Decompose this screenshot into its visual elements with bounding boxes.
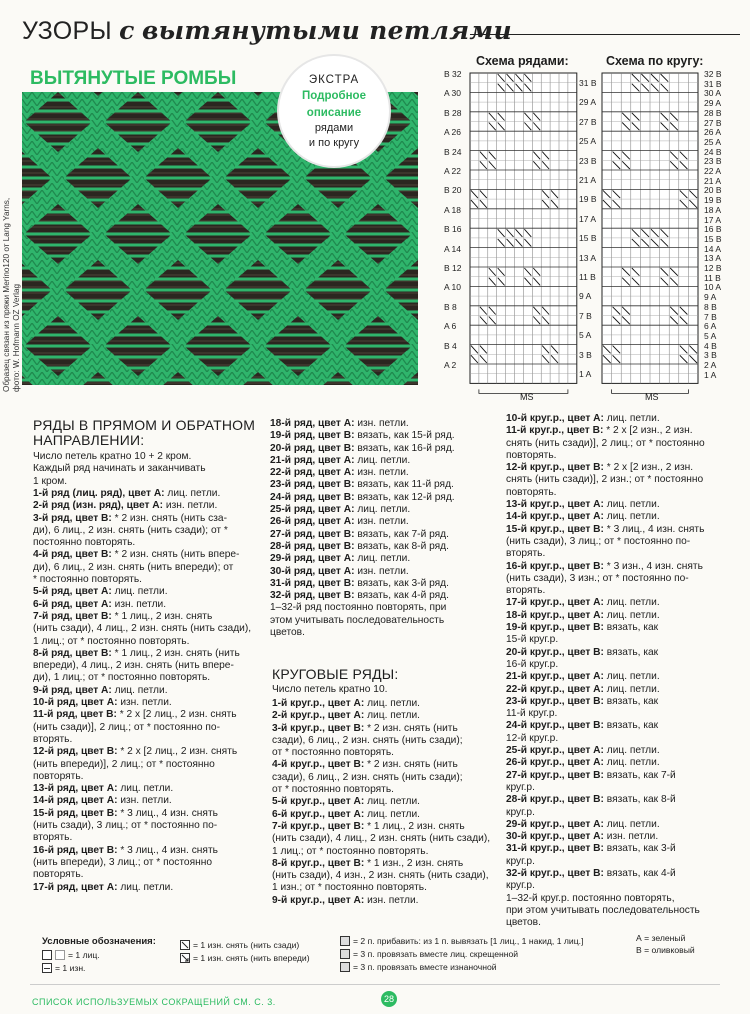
- round-instructions-col2: [272, 698, 500, 907]
- legend-title: Условные обозначения:: [42, 936, 156, 947]
- photo-credit: Образец связан из пряжи Merino120 от Lang Yarns, фото: W. Hofmann OZ Verlag: [2, 197, 21, 392]
- instruction-line: от * постоянно повторять.: [272, 784, 394, 796]
- legend-color-a: А = зеленый: [636, 933, 686, 943]
- instruction-line: 26-й ряд, цвет А: изн. петли.: [270, 516, 409, 528]
- instruction-line: 8-й круг.р., цвет В: * 1 изн., 2 изн. снять: [272, 857, 464, 869]
- round-chart-right-label: 8 B: [704, 301, 717, 312]
- instruction-line: цветов.: [270, 627, 305, 639]
- legend-slip-front: = 1 изн. снять (нить впереди): [180, 953, 310, 964]
- round-chart-right-label: 23 B: [704, 156, 722, 167]
- instruction-line: 6-й ряд, цвет А: изн. петли.: [33, 598, 167, 610]
- rows-chart-right-label: 1 A: [579, 369, 592, 379]
- rows-chart-right-label: 3 B: [579, 349, 592, 360]
- rows-intro: Число петель кратно 10 + 2 кром. Каждый ряд начинать и заканчивать 1 кром.: [33, 451, 206, 487]
- instruction-line: 1–32-й круг.р. постоянно повторять,: [506, 892, 675, 904]
- round-heading: КРУГОВЫЕ РЯДЫ:: [272, 666, 399, 682]
- instruction-line: 2-й круг.р., цвет А: лиц. петли.: [272, 710, 420, 722]
- round-chart-right-label: 9 A: [704, 292, 717, 303]
- instruction-line: ди), 6 лиц., 2 изн. снять (нить впереди); от: [33, 561, 234, 573]
- round-chart-right-label: 17 A: [704, 214, 722, 225]
- dec-crossed-symbol: [340, 949, 350, 959]
- instruction-line: 29-й круг.р., цвет А: лиц. петли.: [506, 818, 660, 830]
- instruction-line: 9-й ряд, цвет А: лиц. петли.: [33, 684, 168, 696]
- instruction-line: 1–32-й ряд постоянно повторять, при: [270, 602, 447, 614]
- knit-symbol: [42, 950, 52, 960]
- instruction-line: 20-й круг.р., цвет В: вязать, как: [506, 646, 659, 658]
- rows-chart-left-label: B 20: [444, 185, 462, 196]
- round-chart-right-label: 32 B: [704, 69, 722, 79]
- instruction-line: 25-й ряд, цвет А: лиц. петли.: [270, 504, 411, 516]
- slip-front-symbol: [180, 953, 190, 963]
- instruction-line: (нить сзади), 4 лиц., 2 изн. снять (нить сзади),: [272, 833, 491, 845]
- instruction-line: 2-й ряд (изн. ряд), цвет А: изн. петли.: [33, 500, 218, 512]
- legend-dec-crossed: = 3 п. провязать вместе лиц. скрещенной: [340, 949, 518, 960]
- instruction-line: 16-й круг.р.: [506, 658, 559, 670]
- round-chart-ms-label: MS: [645, 392, 659, 402]
- footer-divider: [30, 984, 720, 985]
- instruction-line: 17-й ряд, цвет А: лиц. петли.: [33, 881, 174, 893]
- rows-chart-left-label: B 12: [444, 263, 462, 273]
- instruction-line: повторять.: [33, 770, 84, 782]
- rows-chart-left-label: A 18: [444, 204, 462, 215]
- round-chart-right-label: 13 A: [704, 253, 722, 264]
- rows-chart-right-label: 11 B: [579, 272, 596, 282]
- instruction-line: 16-й круг.р., цвет В: * 3 изн., 4 изн. снять: [506, 560, 703, 572]
- rows-chart-left-label: A 30: [444, 88, 462, 99]
- rows-chart-left-label: A 6: [444, 321, 457, 332]
- instruction-line: 30-й круг.р., цвет А: изн. петли.: [506, 831, 659, 843]
- round-chart-right-label: 7 B: [704, 311, 717, 322]
- rows-chart-right-label: 15 B: [579, 233, 597, 244]
- instruction-line: 1-й ряд (лиц. ряд), цвет А: лиц. петли.: [33, 488, 221, 499]
- round-chart-right-label: 26 A: [704, 127, 722, 138]
- instruction-line: 1-й круг.р., цвет А: лиц. петли.: [272, 698, 420, 709]
- instruction-line: 5-й ряд, цвет А: лиц. петли.: [33, 586, 168, 598]
- rows-chart-right-label: 9 A: [579, 291, 592, 302]
- rows-instructions-col2: [270, 418, 498, 639]
- dec-purl-symbol: [340, 962, 350, 972]
- badge-detail-1: Подробное: [302, 90, 366, 102]
- instruction-line: (нить впереди)], 2 лиц.; от * постоянно: [33, 758, 215, 770]
- instruction-line: 31-й ряд, цвет В: вязать, как 3-й ряд.: [270, 577, 449, 589]
- instruction-line: цветов.: [506, 917, 541, 929]
- rows-chart-right-label: 29 A: [579, 97, 597, 108]
- rows-chart-right-label: 23 B: [579, 155, 597, 166]
- legend-purl: = 1 изн.: [42, 963, 85, 974]
- round-chart-right-label: 27 B: [704, 117, 722, 128]
- instruction-line: 1 изн.; от * постоянно повторять.: [272, 882, 427, 894]
- round-chart-right-label: 22 A: [704, 166, 722, 176]
- instruction-line: ди), 1 лиц.; от * постоянно повторять.: [33, 672, 211, 684]
- rows-chart-left-label: A 2: [444, 360, 457, 370]
- instruction-line: 18-й ряд, цвет А: изн. петли.: [270, 418, 409, 429]
- badge-rows: рядами: [314, 122, 354, 134]
- instruction-line: 29-й ряд, цвет А: лиц. петли.: [270, 553, 411, 565]
- badge-extra: ЭКСТРА: [308, 74, 360, 86]
- instruction-line: вторять.: [506, 585, 546, 597]
- instruction-line: 15-й круг.р.: [506, 634, 559, 646]
- instruction-line: 14-й круг.р., цвет А: лиц. петли.: [506, 511, 660, 523]
- instruction-line: 24-й круг.р., цвет В: вязать, как: [506, 720, 659, 732]
- instruction-line: этом учитывать последовательность: [270, 614, 445, 626]
- legend-slip-back: = 1 изн. снять (нить сзади): [180, 940, 299, 951]
- round-chart-title: Схема по кругу:: [606, 54, 704, 68]
- legend-knit: = 1 лиц.: [42, 950, 100, 961]
- title-connector: с: [119, 16, 135, 45]
- round-chart-right-label: 5 A: [704, 330, 717, 341]
- instruction-line: (нить сзади), 3 лиц.; от * постоянно по-: [506, 535, 691, 547]
- instruction-line: 11-й круг.р.: [506, 708, 558, 720]
- instruction-line: сзади), 6 лиц., 2 изн. снять (нить сзади);: [272, 734, 463, 746]
- rows-chart-left-label: B 16: [444, 224, 462, 235]
- round-chart-right-label: 18 A: [704, 204, 722, 215]
- round-chart-right-label: 29 A: [704, 98, 722, 109]
- instruction-line: 19-й ряд, цвет В: вязать, как 15-й ряд.: [270, 430, 455, 442]
- instruction-line: 12-й круг.р.: [506, 732, 559, 744]
- instruction-line: 1 лиц.; от * постоянно повторять.: [33, 635, 190, 647]
- purl-symbol: [42, 963, 52, 973]
- instruction-line: повторять.: [33, 869, 84, 881]
- instruction-line: 16-й ряд, цвет В: * 3 лиц., 4 изн. снять: [33, 844, 218, 856]
- rows-chart-ms-label: MS: [520, 392, 534, 402]
- instruction-line: повторять.: [506, 449, 557, 461]
- instruction-line: 1 лиц.; от * постоянно повторять.: [272, 845, 429, 857]
- instruction-line: (нить сзади), 4 лиц., 2 изн. снять (нить сзади),: [33, 623, 252, 635]
- increase-symbol: [340, 936, 350, 946]
- page-title: [22, 16, 512, 46]
- rows-heading: РЯДЫ В ПРЯМОМ И ОБРАТНОМ НАПРАВЛЕНИИ:: [33, 417, 256, 448]
- instruction-line: 13-й ряд, цвет А: лиц. петли.: [33, 783, 174, 795]
- instruction-line: 22-й ряд, цвет А: изн. петли.: [270, 467, 409, 479]
- slip-back-symbol: [180, 940, 190, 950]
- round-chart-right-label: 20 B: [704, 185, 722, 196]
- rows-chart-left-label: B 24: [444, 146, 462, 157]
- instruction-line: 27-й ряд, цвет В: вязать, как 7-й ряд.: [270, 528, 449, 540]
- rows-chart-left-label: B 28: [444, 107, 462, 118]
- round-chart-right-label: 31 B: [704, 78, 722, 89]
- rows-chart-left-label: B 32: [444, 69, 462, 79]
- instruction-line: 21-й круг.р., цвет А: лиц. петли.: [506, 671, 660, 683]
- instruction-line: 12-й круг.р., цвет В: * 2 x [2 изн., 2 изн.: [506, 462, 694, 474]
- round-chart-right-label: 16 B: [704, 224, 722, 235]
- round-chart-right-label: 3 B: [704, 350, 717, 361]
- instruction-line: 25-й круг.р., цвет А: лиц. петли.: [506, 745, 660, 757]
- round-chart-right-label: 28 B: [704, 107, 722, 118]
- legend-dec-purl: = 3 п. провязать вместе изнаночной: [340, 962, 497, 973]
- instruction-line: 8-й ряд, цвет В: * 1 лиц., 2 изн. снять (нить: [33, 647, 240, 659]
- instruction-line: 23-й круг.р., цвет В: вязать, как: [506, 695, 659, 707]
- round-chart-right-label: 12 B: [704, 263, 722, 273]
- instruction-line: 15-й круг.р., цвет В: * 3 лиц., 4 изн. снять: [506, 523, 705, 535]
- rows-chart-right-label: 31 B: [579, 78, 597, 88]
- instruction-line: 10-й круг.р., цвет А: лиц. петли.: [506, 413, 660, 424]
- instruction-line: 19-й круг.р., цвет В: вязать, как: [506, 622, 659, 634]
- rows-chart-left-label: A 22: [444, 166, 462, 176]
- instruction-line: постоянно повторять.: [33, 537, 136, 549]
- instruction-line: (нить сзади), 3 изн.; от * постоянно по-: [506, 572, 689, 584]
- instruction-line: 22-й круг.р., цвет А: лиц. петли.: [506, 683, 660, 695]
- round-chart-right-label: 30 A: [704, 88, 722, 99]
- instruction-line: 15-й ряд, цвет В: * 3 лиц., 4 изн. снять: [33, 807, 218, 819]
- rows-chart-right-label: 5 A: [579, 330, 592, 341]
- abbreviations-note: СПИСОК ИСПОЛЬЗУЕМЫХ СОКРАЩЕНИЙ СМ. С. 3.: [32, 997, 276, 1007]
- instruction-line: 13-й круг.р., цвет А: лиц. петли.: [506, 499, 660, 511]
- instruction-line: 3-й ряд, цвет В: * 2 изн. снять (нить сза-: [33, 512, 227, 524]
- instruction-line: 28-й ряд, цвет В: вязать, как 8-й ряд.: [270, 540, 449, 552]
- legend-color-b: В = оливковый: [636, 945, 695, 955]
- instruction-line: (нить сзади), 4 изн., 2 изн. снять (нить сзади),: [272, 870, 489, 882]
- rows-chart-left-label: B 4: [444, 340, 457, 351]
- instruction-line: 4-й круг.р., цвет В: * 2 изн. снять (нить: [272, 759, 458, 771]
- instruction-line: 23-й ряд, цвет В: вязать, как 11-й ряд.: [270, 479, 454, 491]
- instruction-line: вторять.: [33, 832, 73, 844]
- instruction-line: вторять.: [506, 548, 546, 560]
- instruction-line: 18-й круг.р., цвет А: лиц. петли.: [506, 609, 660, 621]
- instruction-line: 7-й круг.р., цвет В: * 1 лиц., 2 изн. снять: [272, 820, 465, 832]
- instruction-line: 6-й круг.р., цвет А: лиц. петли.: [272, 808, 420, 820]
- instruction-line: 14-й ряд, цвет А: изн. петли.: [33, 795, 172, 807]
- round-chart-right-label: 21 A: [704, 175, 722, 186]
- instruction-line: 11-й ряд, цвет В: * 2 x [2 лиц., 2 изн. снять: [33, 709, 237, 721]
- instruction-line: 32-й круг.р., цвет В: вязать, как 4-й круг.р.: [506, 867, 676, 892]
- rows-chart-title: Схема рядами:: [476, 54, 569, 68]
- round-chart-right-label: 6 A: [704, 321, 717, 332]
- title-upper: УЗОРЫ: [22, 17, 112, 45]
- extra-badge: [279, 56, 389, 166]
- round-chart-right-label: 19 B: [704, 195, 722, 206]
- instruction-line: (нить впереди), 3 лиц.; от * постоянно: [33, 856, 213, 868]
- rows-chart-right-label: 7 B: [579, 310, 592, 321]
- instruction-line: 21-й ряд, цвет А: лиц. петли.: [270, 454, 411, 466]
- rows-chart-left-label: A 10: [444, 282, 462, 293]
- title-rule: [470, 34, 740, 35]
- title-script: вытянутыми петлями: [141, 16, 512, 45]
- instruction-line: 10-й ряд, цвет А: изн. петли.: [33, 697, 172, 709]
- instruction-line: 4-й ряд, цвет В: * 2 изн. снять (нить впере-: [33, 549, 240, 561]
- rows-chart-right-label: 17 A: [579, 213, 597, 224]
- rows-chart-right-label: 21 A: [579, 175, 597, 185]
- instruction-line: 32-й ряд, цвет В: вязать, как 4-й ряд.: [270, 590, 449, 602]
- rows-chart-right-label: 19 B: [579, 194, 597, 205]
- instruction-line: 28-й круг.р., цвет В: вязать, как 8-й круг.р.: [506, 794, 676, 818]
- instruction-line: 26-й круг.р., цвет А: лиц. петли.: [506, 757, 660, 769]
- round-chart-right-label: 10 A: [704, 282, 722, 293]
- instruction-line: 17-й круг.р., цвет А: лиц. петли.: [506, 597, 660, 609]
- instruction-line: * постоянно повторять.: [33, 574, 143, 586]
- instruction-line: вторять.: [33, 733, 73, 745]
- instruction-line: повторять.: [506, 486, 557, 498]
- instruction-line: 31-й круг.р., цвет В: вязать, как 3-й круг.р.: [506, 843, 676, 867]
- instruction-line: 27-й круг.р., цвет В: вязать, как 7-й круг.р.: [506, 769, 676, 793]
- round-instructions-col3: [506, 413, 706, 929]
- instruction-line: снять (нить сзади)], 2 лиц.; от * постоянно: [506, 437, 705, 449]
- round-chart-right-label: 4 B: [704, 340, 717, 351]
- page-number: 28: [381, 991, 397, 1007]
- round-chart-right-label: 25 A: [704, 136, 722, 147]
- instruction-line: 3-й круг.р., цвет В: * 2 изн. снять (нить: [272, 722, 458, 734]
- badge-detail-2: описание: [306, 107, 362, 119]
- rows-chart-left-label: A 14: [444, 243, 462, 254]
- instruction-line: (нить сзади), 3 лиц.; от * постоянно по-: [33, 820, 218, 832]
- rows-chart-left-label: B 8: [444, 301, 457, 312]
- round-chart-right-label: 2 A: [704, 360, 717, 370]
- round-intro: Число петель кратно 10.: [272, 684, 388, 695]
- round-chart-right-label: 14 A: [704, 243, 722, 254]
- round-chart-right-label: 24 B: [704, 146, 722, 157]
- instruction-line: 20-й ряд, цвет В: вязать, как 16-й ряд.: [270, 442, 455, 454]
- instruction-line: 24-й ряд, цвет В: вязать, как 12-й ряд.: [270, 491, 455, 503]
- instruction-line: 5-й круг.р., цвет А: лиц. петли.: [272, 796, 420, 808]
- instruction-line: сзади), 6 лиц., 2 изн. снять (нить сзади);: [272, 771, 463, 783]
- legend-increase: = 2 п. прибавить: из 1 п. вывязать [1 лиц., 1 накид, 1 лиц.]: [340, 936, 583, 947]
- round-chart-right-label: 15 B: [704, 233, 722, 244]
- rows-chart-right-label: 27 B: [579, 116, 597, 127]
- instruction-line: 11-й круг.р., цвет В: * 2 x [2 изн., 2 изн.: [506, 425, 693, 437]
- instruction-line: 12-й ряд, цвет В: * 2 x [2 лиц., 2 изн. снять: [33, 746, 238, 758]
- instruction-line: 30-й ряд, цвет А: изн. петли.: [270, 565, 409, 577]
- round-chart-right-label: 1 A: [704, 369, 717, 380]
- instruction-line: при этом учитывать последовательность: [506, 904, 700, 916]
- instruction-line: снять (нить сзади)], 2 изн.; от * постоянно: [506, 474, 704, 486]
- instruction-line: впереди), 4 лиц., 2 изн. снять (нить впере-: [33, 660, 234, 672]
- instruction-line: ди), 6 лиц., 2 изн. снять (нить сзади); от *: [33, 524, 228, 536]
- instruction-line: 9-й круг.р., цвет А: изн. петли.: [272, 894, 419, 906]
- round-chart-right-label: 11 B: [704, 272, 721, 283]
- rows-chart-left-label: A 26: [444, 127, 462, 138]
- section-title: ВЫТЯНУТЫЕ РОМБЫ: [30, 68, 237, 89]
- rows-chart-right-label: 13 A: [579, 252, 597, 263]
- instruction-line: от * постоянно повторять.: [272, 747, 394, 759]
- instruction-line: (нить сзади)], 2 лиц.; от * постоянно по-: [33, 721, 220, 733]
- rows-chart-right-label: 25 A: [579, 136, 597, 147]
- instruction-line: 7-й ряд, цвет В: * 1 лиц., 2 изн. снять: [33, 610, 213, 622]
- rows-instructions-col1: [33, 488, 265, 894]
- badge-round: и по кругу: [308, 137, 360, 149]
